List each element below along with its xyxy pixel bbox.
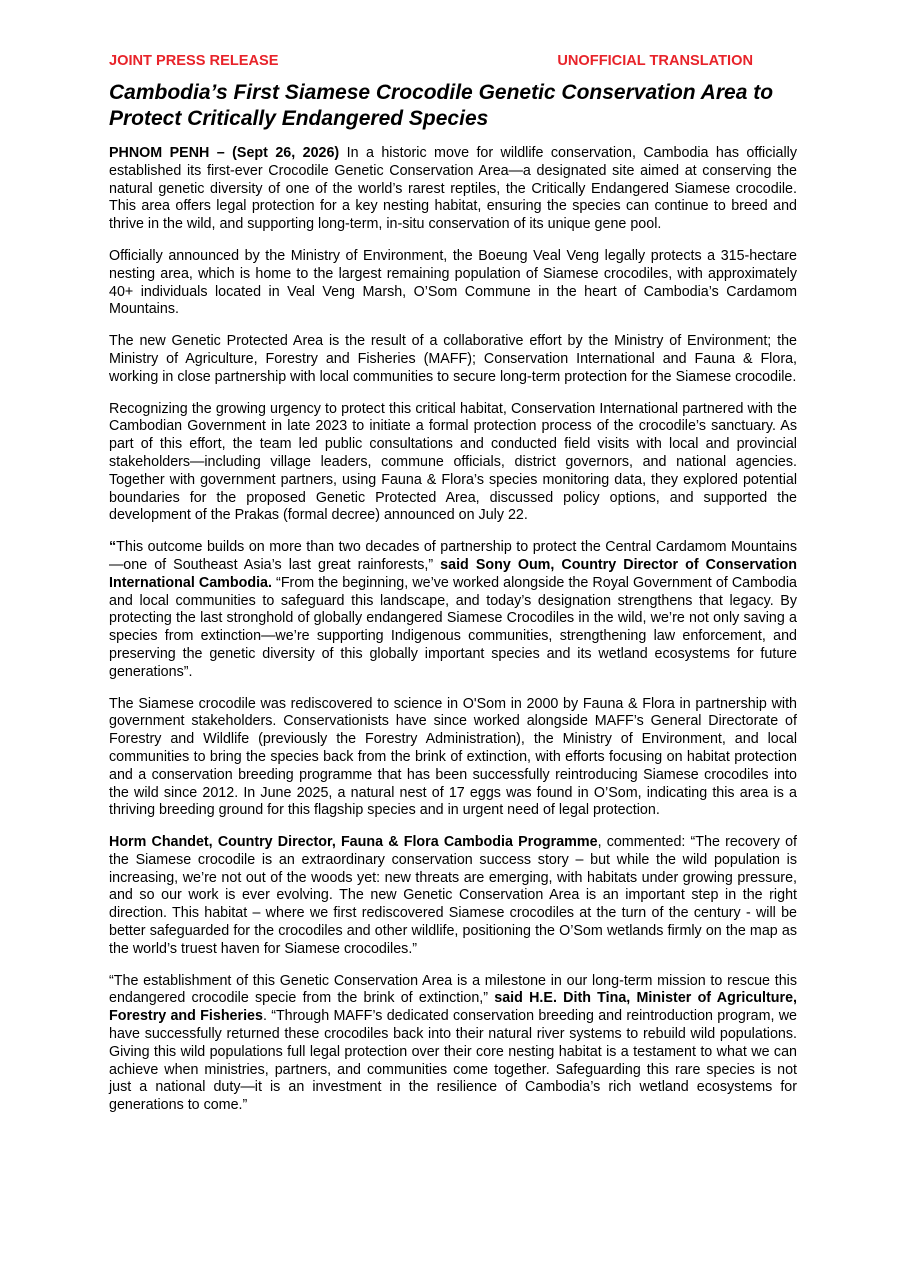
document-header [109, 52, 797, 70]
paragraph-collaboration: The new Genetic Protected Area is the result of a collaborative effort by the Ministry of Environment; the Ministry of Agriculture, Forestry and Fisheries (MAFF); Conservation International and Fauna & Flora, working in close partnership with local communities to secure long-term protection for the Siamese crocodile. [109, 333, 797, 385]
paragraph-quote-conservation-international [109, 539, 797, 681]
speaker-attribution: said Sony Oum, Country Director of Conservation International Cambodia. [109, 556, 798, 591]
press-release-title: Cambodia’s First Siamese Crocodile Genetic Conservation Area to Protect Critically Endangered Species [109, 81, 774, 130]
press-release-page [109, 52, 797, 1129]
paragraph-process: Recognizing the growing urgency to protect this critical habitat, Conservation International partnered with the Cambodian Government in late 2023 to initiate a formal protection process of the crocodile’s sanctuary. As part of this effort, the team led public consultations and conducted field visits with local and provincial stakeholders—including village leaders, commune officials, district governors, and national agencies. Together with government partners, using Fauna & Flora’s species monitoring data, they explored potential boundaries for the proposed Genetic Protected Area, discussed policy options, and supported the development of the Prakas (formal decree) announced on July 22. [109, 400, 797, 524]
quote-text-part-2: . “Through MAFF’s dedicated conservation breeding and reintroduction program, we have successfully returned these crocodiles back into their natural river systems to rebuild wild populations. Giving this wild populations full legal protection over their core nesting habitat is a testament to what we can achieve when ministries, partners, and communities come together. Safeguarding this rare species is not just a national duty—it is an investment in the resilience of Cambodia’s rich wetland ecosystems for generations to come.” [109, 1008, 797, 1114]
quote-text-part-1: “The establishment of this Genetic Conservation Area is a milestone in our long-term mission to rescue this endangered crocodile specie from the brink of extinction,” [109, 972, 797, 1007]
open-quote-mark: “ [109, 539, 117, 556]
speaker-attribution: Horm Chandet, Country Director, Fauna & Flora Cambodia Programme [109, 834, 598, 851]
paragraph-quote-maff [109, 973, 797, 1115]
joint-press-release-label: JOINT PRESS RELEASE [109, 53, 279, 69]
paragraph-text: In a historic move for wildlife conservation, Cambodia has officially established its first-ever Crocodile Genetic Conservation Area—a designated site aimed at conserving the natural genetic diversity of one of the world’s rarest reptiles, the Critically Endangered Siamese crocodile. This area offers legal protection for a key nesting habitat, ensuring the species can continue to breed and thrive in the wild, and supporting long-term, in-situ conservation of its unique gene pool. [109, 145, 797, 233]
dateline: PHNOM PENH – (Sept 26, 2026) [109, 145, 340, 161]
quote-text-part-1: This outcome builds on more than two decades of partnership to protect the Central Cardamom Mountains—one of Southeast Asia’s last great rainforests,” [109, 539, 797, 573]
paragraph-rediscovery: The Siamese crocodile was rediscovered to science in O'Som in 2000 by Fauna & Flora in partnership with government stakeholders. Conservationists have since worked alongside MAFF’s General Directorate of Forestry and Wildlife (previously the Forestry Administration), the Ministry of Environment, and local communities to bring the species back from the brink of extinction, with efforts focusing on habitat protection and a conservation breeding programme that has been successfully reintroducing Siamese crocodiles into the wild since 2012. In June 2025, a natural nest of 17 eggs was found in O’Som, indicating this area is a thriving breeding ground for this flagship species and in urgent need of legal protection. [109, 695, 797, 819]
paragraph-quote-fauna-flora [109, 834, 797, 959]
quote-text-part-2: “From the beginning, we’ve worked alongside the Royal Government of Cambodia and local communities to safeguard this landscape, and today’s designation strengthens that legacy. By protecting the last stronghold of globally endangered Siamese Crocodiles in the wild, we’re not only saving a species from extinction—we’re supporting Indigenous communities, strengthening law enforcement, and preserving the genetic diversity of this globally important species and its wetland ecosystems for future generations”. [109, 574, 798, 680]
quote-text: , commented: “The recovery of the Siamese crocodile is an extraordinary conservation success story – but while the wild population is increasing, we’re not out of the woods yet: new threats are emerging, with habitats under growing pressure, and so our work is ever evolving. The new Genetic Conservation Area is an important step in the right direction. This habitat – where we first rediscovered Siamese crocodiles at the turn of the century - will be better safeguarded for the crocodiles and other wildlife, positioning the O’Som wetlands firmly on the map as the world’s truest haven for Siamese crocodiles.” [109, 834, 797, 957]
unofficial-translation-label: UNOFFICIAL TRANSLATION [557, 53, 753, 69]
paragraph-intro [109, 145, 797, 234]
speaker-attribution: said H.E. Dith Tina, Minister of Agriculture, Forestry and Fisheries [109, 990, 797, 1025]
paragraph-announcement: Officially announced by the Ministry of Environment, the Boeung Veal Veng legally protects a 315-hectare nesting area, which is home to the largest remaining population of Siamese crocodiles, with approximately 40+ individuals located in Veal Veng Marsh, O’Som Commune in the heart of Cambodia’s Cardamom Mountains. [109, 247, 797, 318]
